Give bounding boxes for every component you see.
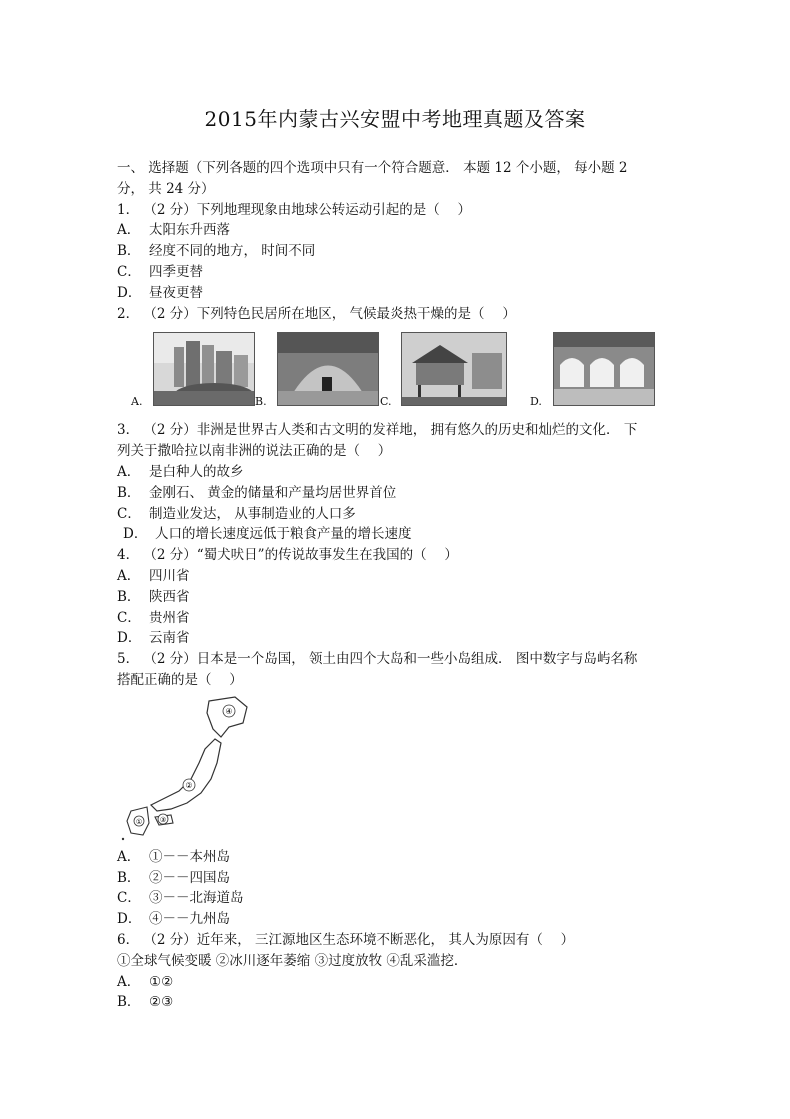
question-5-stem-line1: 5． （2 分）日本是一个岛国， 领土由四个大岛和一些小岛组成． 图中数字与岛屿名称	[117, 651, 638, 668]
q6-option-b	[117, 992, 677, 1013]
q5-option-a	[117, 847, 677, 868]
photo-d-cave-dwellings	[553, 332, 655, 406]
question-2-stem: 2． （2 分）下列特色民居所在地区， 气候最炎热干燥的是（ ）	[117, 305, 516, 322]
map-number-4: ④	[225, 706, 233, 716]
japan-map	[117, 693, 257, 843]
japan-outline-map	[117, 693, 257, 843]
option-letter: B．	[117, 588, 141, 605]
q3-option-b	[117, 483, 677, 504]
option-text: ②－－四国岛	[149, 869, 230, 886]
question-3-stem-line2: 列关于撒哈拉以南非洲的说法正确的是（ ）	[117, 443, 392, 460]
page-title: 2015年内蒙古兴安盟中考地理真题及答案	[204, 107, 586, 131]
option-letter: C．	[117, 263, 141, 280]
photo-label-c: C.	[380, 395, 392, 409]
question-1-stem: 1． （2 分）下列地理现象由地球公转运动引起的是（ ）	[117, 201, 472, 218]
q6-option-a	[117, 972, 677, 993]
option-text: 经度不同的地方， 时间不同	[149, 243, 316, 260]
option-letter: B．	[117, 994, 141, 1011]
option-text: ③－－北海道岛	[149, 890, 244, 907]
option-letter: B．	[117, 243, 141, 260]
question-6-stem: 6． （2 分）近年来， 三江源地区生态环境不断恶化， 其人为原因有（ ）	[117, 931, 575, 948]
photo-label-d: D.	[530, 395, 542, 409]
map-number-3: ③	[159, 815, 167, 824]
section-header-line2: 分， 共 24 分）	[117, 180, 215, 197]
photo-label-a: A.	[131, 395, 143, 409]
section-header-line1: 一、 选择题（下列各题的四个选项中只有一个符合题意． 本题 12 个小题， 每小题 2	[117, 160, 628, 176]
option-letter: A．	[117, 973, 141, 990]
photo-label-b: B.	[255, 395, 267, 409]
q5-option-d	[117, 909, 677, 930]
option-letter: B．	[117, 484, 141, 501]
photo-a-desert-houses	[153, 332, 255, 406]
q5-option-c	[117, 888, 677, 909]
option-letter: C．	[117, 609, 141, 626]
option-text: ④－－九州岛	[149, 911, 230, 928]
question-5-stem-line2: 搭配正确的是（ ）	[117, 671, 243, 688]
option-text: 四川省	[149, 567, 190, 584]
q4-option-c	[117, 608, 677, 629]
q1-option-c	[117, 262, 677, 283]
q5-option-b	[117, 868, 677, 889]
option-text: 人口的增长速度远低于粮食产量的增长速度	[155, 526, 412, 543]
q4-option-b	[117, 587, 677, 608]
photo-c-stilt-house	[401, 332, 507, 406]
option-letter: D．	[123, 526, 148, 543]
photo-b-dome-hut	[277, 332, 379, 406]
option-letter: A．	[117, 222, 141, 239]
option-text: ①②	[149, 973, 174, 990]
option-letter: A．	[117, 567, 141, 584]
map-number-2: ②	[185, 780, 193, 790]
option-text: 四季更替	[149, 263, 203, 280]
option-text: 制造业发达， 从事制造业的人口多	[149, 505, 356, 522]
q1-option-b	[117, 241, 677, 262]
q4-option-d	[117, 628, 677, 649]
q3-option-a	[117, 462, 677, 483]
question-3-stem-line1: 3． （2 分）非洲是世界古人类和古文明的发祥地， 拥有悠久的历史和灿烂的文化． 下	[117, 422, 638, 439]
option-text: 陕西省	[149, 588, 190, 605]
question-6-items: ①全球气候变暖 ②冰川逐年萎缩 ③过度放牧 ④乱采滥挖．	[117, 952, 468, 969]
option-letter: D．	[117, 911, 142, 928]
option-text: ②③	[149, 994, 174, 1011]
option-text: 是白种人的故乡	[149, 463, 244, 480]
option-letter: C．	[117, 505, 141, 522]
question-4-stem: 4． （2 分）“蜀犬吠日”的传说故事发生在我国的（ ）	[117, 547, 458, 564]
dwelling-photos	[117, 332, 677, 414]
option-letter: B．	[117, 869, 141, 886]
option-letter: C．	[117, 890, 141, 907]
map-number-1: ①	[135, 817, 143, 826]
option-text: 云南省	[149, 630, 190, 647]
option-letter: A．	[117, 463, 141, 480]
option-letter: D．	[117, 630, 142, 647]
q1-option-d	[117, 283, 677, 304]
option-text: ①－－本州岛	[149, 848, 230, 865]
q4-option-a	[117, 566, 677, 587]
q1-option-a	[117, 220, 677, 241]
option-text: 贵州省	[149, 609, 190, 626]
option-letter: A．	[117, 848, 141, 865]
q3-option-d	[117, 524, 677, 545]
option-text: 金刚石、 黄金的储量和产量均居世界首位	[149, 484, 397, 501]
option-letter: D．	[117, 284, 142, 301]
option-text: 昼夜更替	[149, 284, 203, 301]
exam-content	[117, 158, 677, 1013]
q3-option-c	[117, 504, 677, 525]
option-text: 太阳东升西落	[149, 222, 230, 239]
